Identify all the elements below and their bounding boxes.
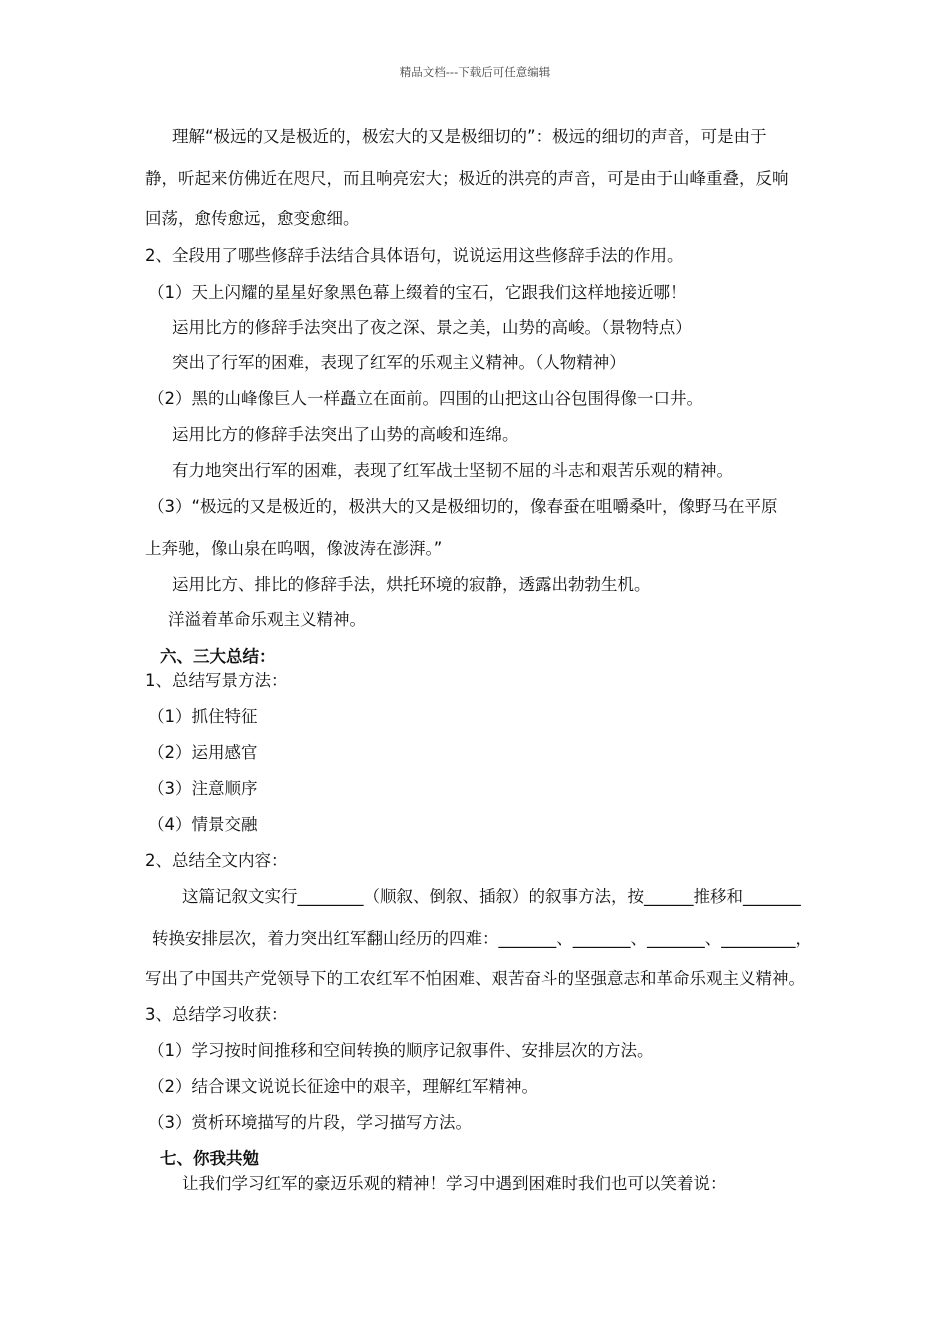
fill-blank-line: 这篇记叙文实行________（顺叙、倒叙、插叙）的叙事方法，按______推移和_______ bbox=[182, 887, 801, 906]
paragraph-line: 写出了中国共产党领导下的工农红军不怕困难、艰苦奋斗的坚强意志和革命乐观主义精神。 bbox=[145, 969, 805, 988]
paragraph-line: 运用比方的修辞手法突出了山势的高峻和连绵。 bbox=[172, 425, 519, 444]
list-item: （1）学习按时间推移和空间转换的顺序记叙事件、安排层次的方法。 bbox=[148, 1041, 654, 1060]
list-item: （2）运用感官 bbox=[148, 743, 258, 762]
section-heading: 六、三大总结： bbox=[160, 647, 276, 666]
list-item: （2）黑的山峰像巨人一样矗立在面前。四围的山把这山谷包围得像一口井。 bbox=[148, 389, 703, 408]
paragraph-line: 静，听起来仿佛近在咫尺，而且响亮宏大；极近的洪亮的声音，可是由于山峰重叠，反响 bbox=[145, 169, 789, 188]
subheading: 2、总结全文内容： bbox=[145, 851, 288, 870]
list-item: （4）情景交融 bbox=[148, 815, 258, 834]
paragraph-line: 运用比方、排比的修辞手法，烘托环境的寂静，透露出勃勃生机。 bbox=[172, 575, 651, 594]
paragraph-line: 让我们学习红军的豪迈乐观的精神！学习中遇到困难时我们也可以笑着说： bbox=[182, 1174, 727, 1193]
paragraph-line: 理解“极远的又是极近的，极宏大的又是极细切的”：极远的细切的声音，可是由于 bbox=[172, 127, 767, 146]
list-item: （3）注意顺序 bbox=[148, 779, 258, 798]
paragraph-line: 洋溢着革命乐观主义精神。 bbox=[168, 610, 366, 629]
subheading: 1、总结写景方法： bbox=[145, 671, 288, 690]
subheading: 3、总结学习收获： bbox=[145, 1005, 288, 1024]
page-header: 精品文档---下载后可任意编辑 bbox=[399, 65, 551, 79]
list-item: （1）抓住特征 bbox=[148, 707, 258, 726]
paragraph-line: 有力地突出行军的困难，表现了红军战士坚韧不屈的斗志和艰苦乐观的精神。 bbox=[172, 461, 733, 480]
question-line: 2、全段用了哪些修辞手法结合具体语句，说说运用这些修辞手法的作用。 bbox=[145, 246, 684, 265]
list-item: （3）“极远的又是极近的，极洪大的又是极细切的，像春蚕在咀嚼桑叶，像野马在平原 bbox=[148, 497, 778, 516]
section-heading: 七、你我共勉 bbox=[160, 1149, 259, 1168]
paragraph-line: 运用比方的修辞手法突出了夜之深、景之美，山势的高峻。（景物特点） bbox=[172, 318, 692, 337]
fill-blank-line: 转换安排层次，着力突出红军翻山经历的四难：_______、_______、_______、_________， bbox=[152, 929, 812, 948]
list-item: （2）结合课文说说长征途中的艰辛，理解红军精神。 bbox=[148, 1077, 538, 1096]
list-item: （3）赏析环境描写的片段，学习描写方法。 bbox=[148, 1113, 472, 1132]
paragraph-line: 回荡，愈传愈远，愈变愈细。 bbox=[145, 209, 360, 228]
paragraph-line: 上奔驰，像山泉在呜咽，像波涛在澎湃。” bbox=[145, 539, 443, 558]
list-item: （1）天上闪耀的星星好象黑色幕上缀着的宝石，它跟我们这样地接近哪！ bbox=[148, 283, 687, 302]
paragraph-line: 突出了行军的困难，表现了红军的乐观主义精神。（人物精神） bbox=[172, 353, 626, 372]
